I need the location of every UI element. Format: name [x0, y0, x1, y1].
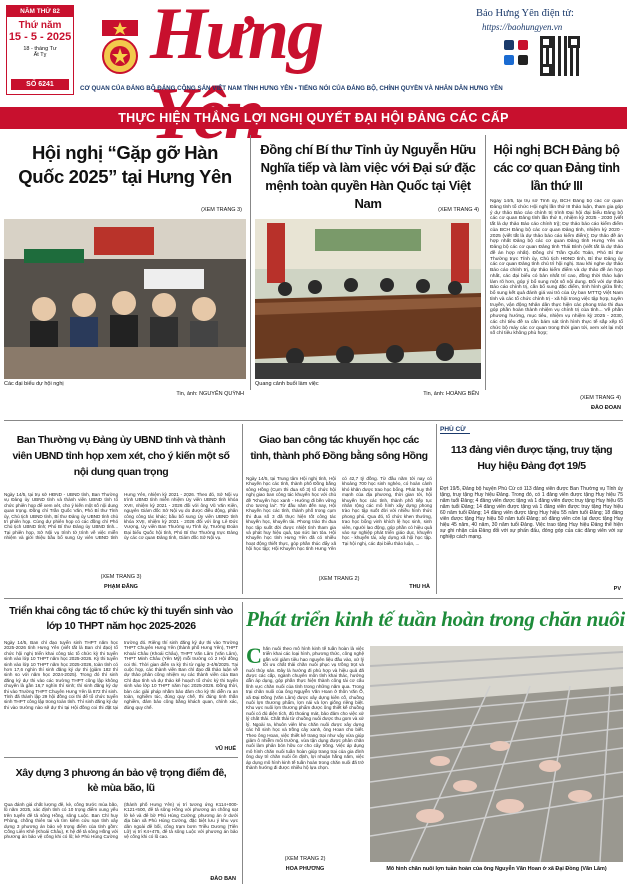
zalo-icon[interactable]: [504, 55, 514, 65]
banner: [0, 107, 627, 129]
tiktok-icon[interactable]: [518, 55, 528, 65]
drop-cap: C: [246, 646, 262, 668]
headline[interactable]: Phát triển kinh tế tuần hoàn trong chăn nuôi: [246, 607, 625, 631]
article-body: Ngày 14/5, Ban chỉ đạo tuyển sinh THPT năm học 2025-2026 tỉnh Hưng Yên (viết tắt là Ban chỉ đạo) tổ chức hội nghị triển khai công tác tổ chức kỳ thi tuyển sinh vào lớp 10 THPT năm học 2025-2026. Kỳ thi tuyển sinh vào lớp 10 THPT năm học 2025-2026, toàn tỉnh có hơn 17,6 nghìn thí sinh đăng ký dự thi (giảm 182 thí sinh so với năm học 2024-2025). Trong đó thí sinh đăng ký dự thi vào các trường THPT công lập không chuyên là gần 16,7 nghìn thí sinh; thí sinh đăng ký dự thi vào Trường THPT Chuyên Hưng Yên là 872 thí sinh. Tỉnh đã thành lập 29 hội đồng coi thi để tổ chức tuyển sinh THPT công lập trong toàn tỉnh. Thí sinh đăng ký dự thi vào trường nào sẽ dự thi tại Hội đồng coi thi đặt tại trường đó. Riêng thí sinh đăng ký dự thi vào Trường THPT Chuyên Hưng Yên (thành phố Hưng Yên), THPT Khoái Châu (Khoái Châu), THPT Văn Lâm (Văn Lâm), THPT Minh Châu (Yên Mỹ) mỗi trường có 2 Hội đồng coi thi. Thời gian diễn ra kỳ thi từ ngày 2-4/6/2025. Tại cuộc họp, các thành viên Ban chỉ đạo đã thảo luận về dự thảo phân công nhiệm vụ các thành viên của Ban Chỉ đạo tỉnh và dự thảo kế hoạch tổ chức kỳ thi tuyển sinh vào lớp 10 THPT năm học 2025-2026. Đồng thời, bàn các giải pháp nhằm bảo đảm cho kỳ thi diễn ra an toàn, nghiêm túc, đúng quy chế, thi đúng tinh thần nghiêm, đảm bảo công bằng khách quan, chính xác, đúng quy chế.: [4, 640, 238, 710]
divider: [4, 757, 238, 758]
facebook-icon[interactable]: [504, 40, 514, 50]
masthead: [0, 0, 627, 104]
date-box: [6, 5, 74, 95]
author: PHẠM ĐĂNG: [104, 584, 138, 590]
website-link[interactable]: https://baohungyen.vn: [482, 22, 563, 32]
article-body: hăn nuôi theo mô hình kinh tế tuần hoàn là việc triển khai các loại hình, phương thức, công nghệ gắn với giảm tiêu hao nguyên liệu đầu vào, xử lý tối ưu chất thải chăn nuôi phục vụ trồng trọt và nuôi thủy sản. Đây là hướng đi phù hợp và hiệu quả đã được các cấp, ngành chuyên môn tỉnh khai thác, hướng dẫn áp dụng, góp phần thực hiện thành công tái cơ cấu lĩnh vực chăn nuôi của tỉnh trong những năm qua. Trong trại chăn nuôi của ông Nguyễn Văn Hoan ở thôn Văn Ổ, xã Đại Đồng (Văn Lâm) được xây dựng kiên cố, chuồng nuôi lợn thương phẩm, lợn nái và lợn giống riêng biệt. Khu vực nuôi lợn thương phẩm được ông thiết kế chuồng nuôi có đủ diện tích, đủ thoáng mát, bảo đảm cho việc xử lý chất thải. Chất thải từ chuồng nuôi được thu gom và xử lý. Ngoài ra, khuôn viên khu chăn nuôi được xây dựng các hồ sinh học và trồng cây xanh, ông Hoan cho biết. Theo ông Hoan, việc thiết kế trang trại như vậy vừa giúp giảm ô nhiễm môi trường, vừa tận dụng được phân chăn nuôi làm phân bón hữu cơ cho cây trồng. Việc áp dụng mô hình chăn nuôi tuần hoàn giúp trang trại của gia đình ông duy trì chăn nuôi ổn định, lợi nhuận hằng năm, việc áp dụng mô hình kinh tế tuần hoàn trong chăn nuôi đã trở thành hướng đi được nhiều hộ lựa chọn.: [246, 646, 364, 770]
photo-caption: Quang cảnh buổi làm việc: [255, 381, 319, 387]
divider: [242, 424, 243, 594]
e-paper-label: Báo Hưng Yên điện tử:: [476, 8, 574, 19]
article-people-committee: [4, 424, 238, 594]
tagline: CƠ QUAN CỦA ĐẢNG BỘ ĐẢNG CỘNG SẢN VIỆT NAM TỈNH HƯNG YÊN • TIẾNG NÓI CỦA ĐẢNG BỘ, CHÍNH QUYỀN VÀ NHÂN DÂN HƯNG YÊN: [80, 85, 503, 92]
divider: [485, 135, 486, 390]
divider: [4, 420, 623, 421]
headline[interactable]: Đồng chí Bí thư Tỉnh ủy Nguyễn Hữu Nghĩa tiếp và làm việc với Đại sứ đặc mệnh toàn quyền Hàn Quốc tại Việt Nam: [260, 142, 476, 211]
article-body: Ngày 14/5, tại Trung tâm Hội nghị tỉnh, Hội Khuyến học các tỉnh, thành phố Đồng bằng sông Hồng (Cụm thi đua số 3) tổ chức hội nghị giao ban công tác khuyến học với chủ đề “Khuyến học xanh - Hướng đi bền vững cho tương lai”. Từ đầu năm đến nay, Hội Khuyến học các tỉnh, thành phố trong cụm thi đua số 3 đã thực hiện tốt công tác khuyến học, khuyến tài. Phong trào thi đua học tập suốt đời được nhiệt tình tham gia và phát huy hiệu quả, tạo sức lan tỏa. Hội Khuyến học tỉnh Hưng Yên đã có nhiều hoạt động thiết thực, góp phần thúc đẩy xã hội học tập; Hội Khuyến học tỉnh Hưng Yên có 42,7 tỷ đồng. Từ đầu năm tới nay có khoảng 700 học sinh nghèo, có hoàn cảnh khó khăn được trao học bổng. Phát huy thế mạnh của địa phương, thời gian tới, hội khuyến học các tỉnh, thành phố tiếp tục nhân rộng các mô hình xây dựng phong trào học tập suốt đời với nhiều hình thức phong phú. Qua đó, tổ chức khen thưởng, trao học bổng vinh khích lệ học sinh, sinh viên, người lao động, góp phần có hiệu quả vào sự nghiệp phát triển giáo dục, khuyến học - khuyến tài, xây dựng xã hội học tập. Tại hội nghị, các đại biểu thảo luận, ...: [246, 476, 432, 552]
issue-year: NĂM THỨ 82: [7, 6, 73, 17]
author: VŨ HUẾ: [215, 746, 236, 752]
photo-working-session: [255, 219, 481, 379]
article-body: Ngày 14/5, tại trụ sở HĐND - UBND tỉnh, Ban Thường vụ Đảng ủy UBND tỉnh và thành viên UBND tỉnh tổ chức phiên họp để xem xét, cho ý kiến một số nội dung quan trọng. Đồng chí Trần Quốc Văn, Phó Bí thư Tỉnh ủy, Chủ tịch UBND tỉnh, Bí thư Đảng ủy UBND tỉnh chủ trì phiên họp. Cùng dự phiên họp có các đồng chí Phó Chủ tịch UBND tỉnh; Phó Bí thư Đảng ủy UBND tỉnh... Tại phiên họp, Sở Nội vụ trình tờ trình về việc miễn nhiệm và giới thiệu bầu bổ sung Ủy viên UBND tỉnh Hưng Yên, nhiệm kỳ 2021 - 2026. Theo đó, Sở Nội vụ trình UBND tỉnh miễn nhiệm Ủy viên UBND tỉnh khóa XVII, nhiệm kỳ 2021 - 2026 đối với ông Vũ Văn Kiên, nguyên Giám đốc Sở Nội vụ do được điều động, phân công công tác khác; bầu bổ sung Ủy viên UBND tỉnh khóa XVII, nhiệm kỳ 2021 - 2026 đối với ông Lê Đức Vượng, Ủy viên Ban Thường vụ Tỉnh ủy, Trưởng Đoàn Đại biểu Quốc hội tỉnh, Phó Bí thư Thường trực Đảng ủy các cơ quan Đảng tỉnh, Giám đốc Sở Nội vụ.: [4, 492, 238, 541]
divider: [242, 602, 243, 884]
see-more[interactable]: (XEM TRANG 4): [438, 207, 479, 213]
see-more[interactable]: (XEM TRANG 2): [318, 576, 360, 582]
photo-caption: Mô hình chăn nuôi lợn tuần hoàn của ông Nguyễn Văn Hoan ở xã Đại Đồng (Văn Lâm): [386, 866, 607, 872]
author: PV: [613, 586, 621, 592]
article-phu-cu: [440, 426, 623, 596]
headline[interactable]: Hội nghị “Gặp gỡ Hàn Quốc 2025” tại Hưng Yên: [18, 142, 232, 187]
divider: [436, 424, 437, 594]
divider: [250, 135, 251, 390]
photo-pig-farm: [370, 646, 623, 862]
article-exam-prep: [4, 602, 238, 752]
weekday: Thứ năm: [18, 20, 62, 31]
see-more[interactable]: (XEM TRANG 3): [100, 574, 142, 580]
article-study-promotion: [246, 424, 432, 594]
article-secretary-meeting: [255, 133, 481, 397]
credit: Tin, ảnh: HOÀNG BẾN: [423, 391, 479, 397]
author: HOA PHƯƠNG: [285, 866, 325, 872]
divider: [4, 598, 623, 599]
banner-text: THỰC HIỆN THẮNG LỢI NGHỊ QUYẾT ĐẠI HỘI ĐẢNG CÁC CẤP: [118, 111, 509, 125]
article-dike-protection: [4, 762, 238, 884]
headline[interactable]: Ban Thường vụ Đảng ủy UBND tỉnh và thành viên UBND tỉnh họp xem xét, cho ý kiến một số nội dung quan trọng: [12, 434, 230, 478]
newspaper-title: Hưng: [150, 0, 323, 75]
article-circular-farming: [246, 602, 623, 884]
article-body: Đợt 19/5, Đảng bộ huyện Phù Cừ có 113 đảng viên được Ban Thường vụ Tỉnh ủy tặng, truy tặng Huy hiệu Đảng. Trong đó, có 1 đảng viên được tặng Huy hiệu 75 năm tuổi Đảng; 4 đảng viên được tặng và 1 đảng viên được truy tặng Huy hiệu 65 năm tuổi Đảng; 14 đảng viên được tặng và 1 đảng viên được truy tặng Huy hiệu 60 năm tuổi Đảng; 14 đảng viên được tặng Huy hiệu 55 năm tuổi Đảng; 18 đảng viên được tặng Huy hiệu 50 năm tuổi Đảng; số đảng viên còn lại được tặng Huy hiệu 45 năm, 40 năm, 30 năm tuổi Đảng. Việc trao tặng Huy hiệu Đảng thể hiện sự ghi nhận của Đảng đối với sự phấn đấu, đóng góp của các đảng viên với sự nghiệp cách mạng.: [440, 486, 623, 540]
photo-conference: [4, 219, 246, 379]
section-label: PHÙ CỪ: [440, 426, 470, 434]
photo-caption: Các đại biểu dự hội nghị: [4, 381, 64, 387]
see-more[interactable]: (XEM TRANG 2): [284, 856, 326, 862]
article-korea-meeting: [4, 133, 246, 397]
qr-code[interactable]: [540, 36, 580, 76]
headline[interactable]: 113 đảng viên được tặng, truy tặng Huy hiệu Đảng đợt 19/5: [450, 444, 613, 472]
article-body-block: [246, 646, 364, 842]
headline[interactable]: Hội nghị BCH Đảng bộ các cơ quan Đảng tỉnh lần thứ III: [493, 143, 620, 193]
headline[interactable]: Triển khai công tác tổ chức kỳ thi tuyển sinh vào lớp 10 THPT năm học 2025-2026: [9, 605, 233, 632]
author: ĐÀO BAN: [210, 876, 236, 882]
issue-date: 15 - 5 - 2025: [8, 31, 72, 43]
article-body: Qua đánh giá chất lượng đê, kè, cống trước mùa bão, lũ năm 2025, xác định tỉnh có 10 trọng điểm xung yếu trên tuyến đê tả sông Hồng, sông Luộc. Ban Chỉ huy Phòng, chống thiên tai và tìm kiếm cứu nạn tỉnh xây dựng 3 phương án bảo vệ trọng điểm của tỉnh gồm: Cống Liên Khê (Khoái Châu), K hệ đê tả sông Hồng với phương án bảo vệ cống khi có lũ; kè Phù Hùng Cường (thành phố Hưng Yên) vị trí tương ứng K114+000-K121+500, đê tả sông Hồng với phương án chống sạt lở kè và đê bờ Phú Hùng Cường; phương án ở dưới địa bàn xã Phù Hùng Cường, đặc biệt lưu ý khu vực dân ngoài đê bối, cống trạm bơm Triều Dương (Tiên Lữ) vị trí K4+475, đê tả sông Luộc với phương án bảo vệ cống khi có lũ cao.: [4, 802, 238, 840]
author: THU HÀ: [409, 584, 430, 590]
lunar-date: 18 - tháng Tư: [23, 46, 57, 52]
issue-number: SỐ 6241: [11, 79, 69, 90]
lunar-year: Ất Tỵ: [33, 52, 47, 58]
article-party-conference: [490, 133, 623, 411]
party-emblem-icon: [98, 18, 142, 78]
author: ĐÀO ĐOAN: [591, 405, 621, 411]
credit: Tin, ảnh: NGUYỄN QUỲNH: [176, 391, 244, 397]
article-body: Ngày 14/5, tại trụ sở Tỉnh ủy, BCH Đảng bộ các cơ quan Đảng tỉnh tổ chức Hội nghị lần thứ III thảo luận, tham gia góp ý dự thảo Báo cáo chính trị trình Đại hội đại biểu Đảng bộ các cơ quan Đảng tỉnh lần thứ II, nhiệm kỳ 2025 - 2030 (viết tắt là dự thảo Báo cáo chính trị); Dự thảo báo cáo kiểm điểm của BCH Đảng bộ các cơ quan Đảng tỉnh, nhiệm kỳ 2020 - 2025 (viết tắt là dự thảo báo cáo kiểm điểm); Dự thảo đề án hợp nhất Đảng bộ các cơ quan Đảng tỉnh Hưng Yên và Đảng bộ các cơ quan Đảng tỉnh Thái Bình (viết tắt là dự thảo đề án hợp nhất). Đồng chí Trần Quốc Toản, Phó Bí thư Thường trực Tỉnh ủy, Chủ tịch HĐND tỉnh, Bí thư Đảng ủy các cơ quan Đảng tỉnh chủ trì hội nghị. Sau khi nghe dự thảo Báo cáo chính trị, dự thảo kiểm điểm và dự thảo đề án hợp nhất, các đại biểu có bản nhất trí cao, đồng thời thảo luận làm rõ hơn, góp ý bổ sung một số nội dung. Đối với dự thảo Báo cáo chính trị, cần bổ sung đặc điểm, tình hình giữa lĩnh; bổ sung kết quả đánh giá vai trò của Ủy ban MTTQ Việt Nam tỉnh và các tổ chức chính trị - xã hội trong việc tập hợp, tuyên truyền, vận động Nhân dân thực hiện các phong trào thi đua góp phần hoàn thành nhiệm vụ chính trị của tỉnh... Về phần phương hướng, mục tiêu, nhiệm vụ nhiệm kỳ 2025 - 2030, các chỉ tiêu đề ra cần bám sát tình hình thực tế sắp xếp tổ chức bộ máy các cơ quan trong thời gian tới, xem xét lại một số chỉ tiêu không phù hợp;: [490, 199, 623, 337]
headline[interactable]: Giao ban công tác khuyến học các tỉnh, thành phố Đồng bằng sông Hồng: [250, 434, 428, 462]
youtube-icon[interactable]: [518, 40, 528, 50]
see-more[interactable]: (XEM TRANG 4): [580, 395, 621, 401]
headline[interactable]: Xây dựng 3 phương án bảo vệ trọng điểm đê, kè mùa bão, lũ: [15, 767, 227, 794]
see-more[interactable]: (XEM TRANG 3): [201, 207, 242, 213]
